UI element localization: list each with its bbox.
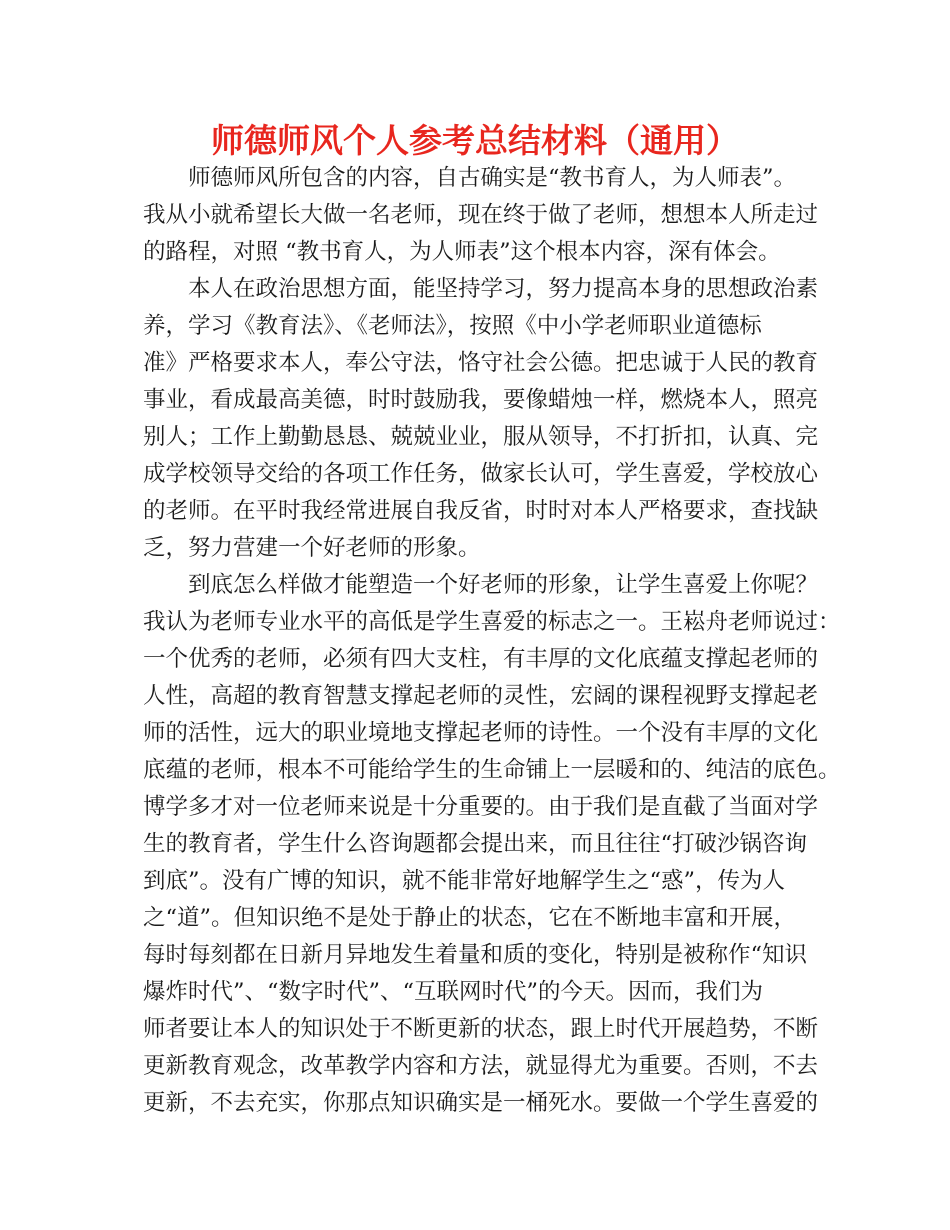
text-line: 师的活性，远大的职业境地支撑起老师的诗性。一个没有丰厚的文化 (143, 720, 819, 746)
text-line: 更新，不去充实，你那点知识确实是一桶死水。要做一个学生喜爱的 (143, 1090, 819, 1116)
text-line: 底蕴的老师，根本不可能给学生的生命铺上一层暖和的、纯洁的底色。 (143, 757, 841, 783)
text-line: 我从小就希望长大做一名老师，现在终于做了老师，想想本人所走过 (143, 202, 819, 228)
text-line: 人性，高超的教育智慧支撑起老师的灵性，宏阔的课程视野支撑起老 (143, 683, 819, 709)
text-line: 到底怎么样做才能塑造一个好老师的形象，让学生喜爱上你呢？ (143, 572, 819, 598)
text-line: 更新教育观念，改革教学内容和方法，就显得尤为重要。否则，不去 (143, 1053, 819, 1079)
text-line: 师者要让本人的知识处于不断更新的状态，跟上时代开展趋势，不断 (143, 1016, 819, 1042)
text-line: 养，学习《教育法》、《老师法》，按照《中小学老师职业道德标 (143, 313, 762, 339)
text-line: 的路程，对照 “教书育人，为人师表”这个根本内容，深有体会。 (143, 239, 781, 265)
document-title: 师德师风个人参考总结材料（通用） (211, 121, 739, 160)
text-line: 生的教育者，学生什么咨询题都会提出来，而且往往“打破沙锅咨询 (143, 831, 808, 857)
text-line: 爆炸时代”、“数字时代”、“互联网时代”的今天。因而，我们为 (143, 979, 764, 1005)
text-line: 每时每刻都在日新月异地发生着量和质的变化，特别是被称作“知识 (143, 942, 808, 968)
text-line: 成学校领导交给的各项工作任务，做家长认可，学生喜爱，学校放心 (143, 461, 819, 487)
text-line: 一个优秀的老师，必须有四大支柱，有丰厚的文化底蕴支撑起老师的 (143, 646, 819, 672)
text-line: 我认为老师专业水平的高低是学生喜爱的标志之一。王崧舟老师说过： (143, 609, 841, 635)
text-line: 之“道”。但知识绝不是处于静止的状态，它在不断地丰富和开展， (143, 905, 797, 931)
text-line: 师德师风所包含的内容，自古确实是“教书育人，为人师表”。 (143, 165, 797, 191)
text-line: 本人在政治思想方面，能坚持学习，努力提高本身的思想政治素 (143, 276, 819, 302)
text-line: 准》严格要求本人，奉公守法，恪守社会公德。把忠诚于人民的教育 (143, 350, 819, 376)
text-line: 乏，努力营建一个好老师的形象。 (143, 535, 481, 561)
text-line: 事业，看成最高美德，时时鼓励我，要像蜡烛一样，燃烧本人，照亮 (143, 387, 819, 413)
text-line: 的老师。在平时我经常进展自我反省，时时对本人严格要求，查找缺 (143, 498, 819, 524)
text-line: 博学多才对一位老师来说是十分重要的。由于我们是直截了当面对学 (143, 794, 819, 820)
text-line: 到底”。没有广博的知识，就不能非常好地解学生之“惑”，传为人 (143, 868, 786, 894)
text-line: 别人；工作上勤勤恳恳、兢兢业业，服从领导，不打折扣，认真、完 (143, 424, 819, 450)
